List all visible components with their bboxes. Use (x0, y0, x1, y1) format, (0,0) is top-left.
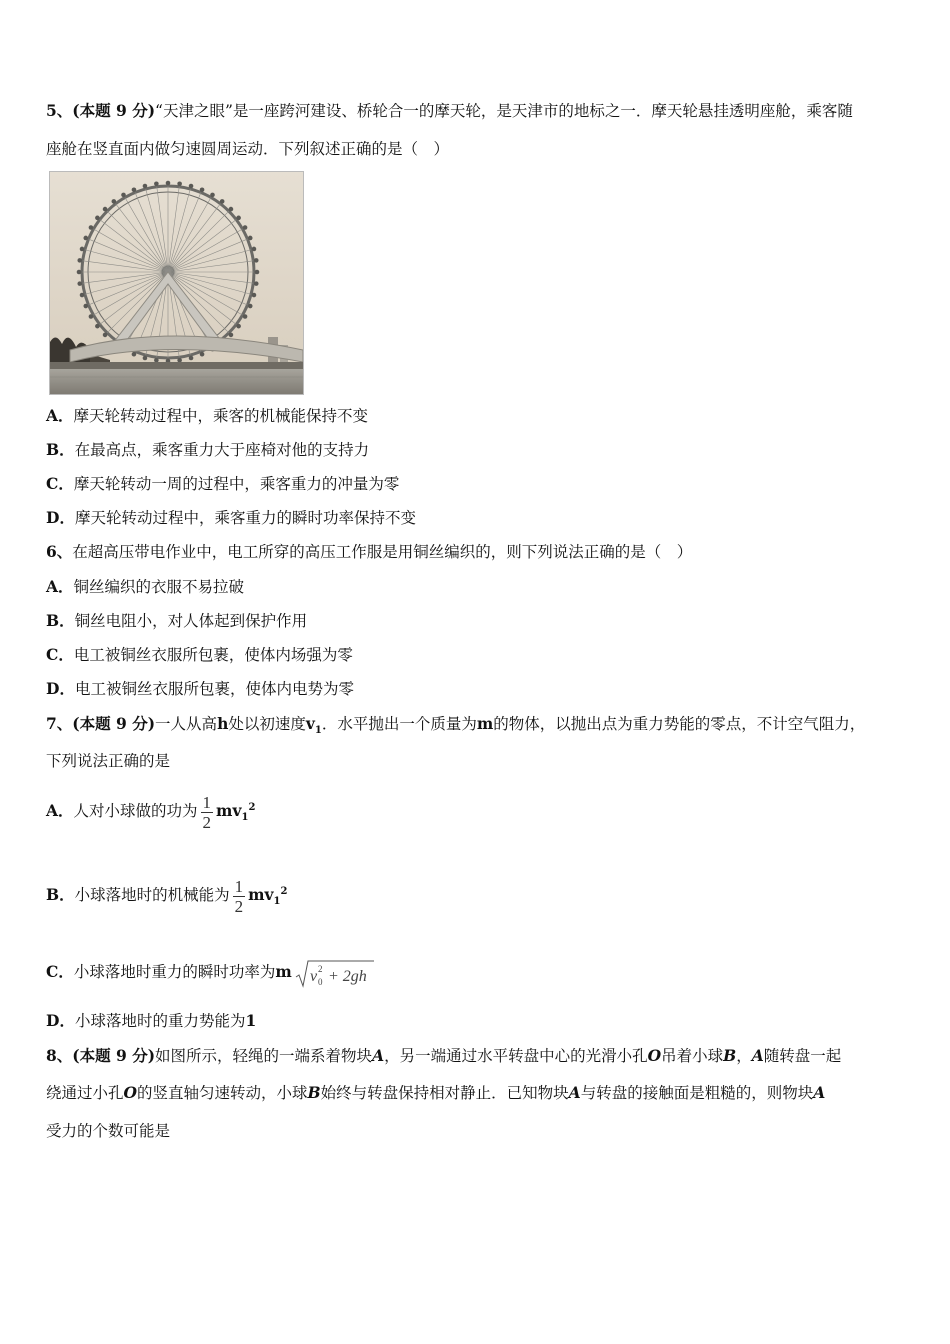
q7-stem-line2: 下列说法正确的是 (46, 752, 171, 770)
q5-option-c-text: 摩天轮转动一周的过程中，乘客重力的冲量为零 (73, 475, 400, 493)
sqrt-expression (295, 957, 375, 989)
wheel-cabin (143, 184, 148, 189)
q8-text-1d: ， (736, 1047, 752, 1065)
q5-stem-line1 (46, 100, 853, 122)
q8-text-1b: ，另一端通过水平转盘中心的光滑小孔 (384, 1047, 648, 1065)
q5-stem-line2: 座舱在竖直面内做匀速圆周运动．下列叙述正确的是（ ） (46, 140, 450, 158)
q5-option-d-label: D． (46, 508, 75, 527)
ferris-wheel-photo (49, 171, 304, 395)
wheel-cabin (189, 184, 194, 189)
q5-option-d-text: 摩天轮转动过程中，乘客重力的瞬时功率保持不变 (74, 509, 416, 527)
q6-stem (46, 541, 692, 563)
q8-text-2b: 的竖直轴匀速转动，小球 (137, 1084, 308, 1102)
q7-option-b-mv (248, 885, 288, 908)
q6-option-b (46, 610, 307, 632)
q5-option-a-label: A． (46, 406, 74, 425)
q8-score: (本题 9 分) (72, 1046, 156, 1065)
q6-stem-text: 在超高压带电作业中，电工所穿的高压工作服是用铜丝编织的，则下列说法正确的是（ ） (72, 543, 693, 561)
wheel-cabin (83, 304, 88, 309)
wheel-cabin (229, 207, 234, 212)
wheel-cabin (77, 270, 82, 275)
q8-text-1c: 吊着小球 (661, 1047, 724, 1065)
wheel-cabin (254, 281, 259, 286)
wheel-cabin (243, 314, 248, 319)
mv-sub: 1 (241, 812, 249, 824)
q5-option-a-text: 摩天轮转动过程中，乘客的机械能保持不变 (73, 407, 369, 425)
q6-number: 6、 (46, 542, 73, 561)
q7-option-a-fraction (201, 793, 214, 832)
ferris-wheel-image (50, 172, 303, 394)
q7-option-b-fraction (233, 877, 246, 916)
q8-stem-line1 (46, 1045, 841, 1067)
wheel-cabin (121, 193, 126, 198)
wheel-cabin (229, 333, 234, 338)
wheel-cabin (83, 236, 88, 241)
q7-number: 7、 (46, 714, 73, 733)
wheel-cabin (248, 304, 253, 309)
q5-option-d (46, 507, 416, 529)
q7-var-m: m (476, 714, 494, 733)
q5-option-b-label: B． (46, 440, 75, 459)
q8-var-a-2: A (751, 1046, 764, 1065)
q7-option-d-text: 小球落地时的重力势能为 (74, 1012, 246, 1030)
mv-sub: 1 (273, 896, 281, 908)
q7-var-v (305, 714, 322, 737)
wheel-cabin (89, 225, 94, 230)
q7-option-c-m: m (275, 962, 292, 981)
q7-option-d (46, 1010, 256, 1032)
q7-option-b-text: 小球落地时的机械能为 (74, 886, 230, 905)
q6-option-a-label: A． (46, 577, 74, 596)
wheel-cabin (132, 352, 137, 357)
q8-var-a-3: A (568, 1083, 581, 1102)
q7-text-c: ．水平抛出一个质量为 (321, 715, 477, 733)
mv-sup: 2 (248, 802, 256, 813)
wheel-cabin (200, 187, 205, 192)
q8-var-b-2: B (307, 1083, 321, 1102)
q7-option-a-label: A． (46, 801, 74, 821)
q7-text-a: 一人从高 (155, 715, 218, 733)
q6-option-d-text: 电工被铜丝衣服所包裹，使体内电势为零 (74, 680, 354, 698)
mv-sup: 2 (280, 886, 288, 897)
q8-text-2c: 始终与转盘保持相对静止．已知物块 (320, 1084, 569, 1102)
q8-number: 8、 (46, 1046, 73, 1065)
wheel-cabin (177, 181, 182, 186)
wheel-cabin (132, 187, 137, 192)
wheel-cabin (255, 270, 260, 275)
q6-option-b-label: B． (46, 611, 75, 630)
q7-option-c-label: C． (46, 962, 74, 981)
q7-var-v-base: v (305, 714, 315, 733)
wheel-cabin (112, 199, 117, 204)
q8-stem-line3: 受力的个数可能是 (46, 1122, 171, 1140)
wheel-cabin (154, 181, 159, 186)
q7-option-a-mv (216, 801, 256, 824)
mv-base: mv (216, 801, 242, 821)
wheel-cabin (252, 293, 257, 298)
q5-option-c (46, 473, 399, 495)
wheel-cabin (80, 247, 85, 252)
wheel-cabin (236, 216, 241, 221)
q6-option-a (46, 576, 244, 598)
q8-text-1a: 如图所示，轻绳的一端系着物块 (155, 1047, 373, 1065)
mv-base: mv (248, 885, 274, 905)
q5-option-a (46, 405, 368, 427)
wheel-cabin (252, 247, 257, 252)
q7-option-b-label: B． (46, 885, 75, 905)
wheel-cabin (177, 358, 182, 363)
wheel-cabin (254, 258, 259, 263)
q6-option-d-label: D． (46, 679, 75, 698)
wheel-cabin (103, 333, 108, 338)
wheel-cabin (243, 225, 248, 230)
q7-option-a-text: 人对小球做的功为 (73, 802, 198, 821)
q7-stem-line1 (46, 713, 865, 742)
sqrt-v-sup: 2 (317, 964, 323, 974)
q6-option-d (46, 678, 354, 700)
sqrt-rest: + 2gh (327, 968, 367, 985)
wheel-cabin (95, 216, 100, 221)
q7-text-b: 处以初速度 (228, 715, 306, 733)
wheel-cabin (80, 293, 85, 298)
q8-var-o: O (647, 1046, 662, 1065)
wheel-cabin (210, 193, 215, 198)
wheel-cabin (103, 207, 108, 212)
q8-text-2d: 与转盘的接触面是粗糙的，则物块 (580, 1084, 814, 1102)
q5-option-c-label: C． (46, 474, 74, 493)
wheel-cabin (77, 258, 82, 263)
q7-option-c (46, 956, 375, 989)
q7-score: (本题 9 分) (72, 714, 156, 733)
sqrt-sign-icon (295, 959, 375, 989)
q8-text-2a: 绕通过小孔 (46, 1084, 124, 1102)
wheel-cabin (77, 281, 82, 286)
q8-var-a-4: A (813, 1083, 826, 1102)
wheel-cabin (236, 324, 241, 329)
wheel-cabin (95, 324, 100, 329)
q7-option-d-label: D． (46, 1011, 75, 1030)
fraction-denominator: 2 (234, 896, 244, 916)
sqrt-v: v (309, 968, 317, 985)
wheel-cabin (89, 314, 94, 319)
q7-option-b (46, 872, 287, 922)
wheel-cabin (200, 352, 205, 357)
q5-option-b-text: 在最高点，乘客重力大于座椅对他的支持力 (74, 441, 370, 459)
q6-option-c-text: 电工被铜丝衣服所包裹，使体内场强为零 (73, 646, 353, 664)
q5-score: (本题 9 分) (72, 101, 156, 120)
q7-option-c-text: 小球落地时重力的瞬时功率为 (73, 963, 276, 981)
q8-text-1e: 随转盘一起 (763, 1047, 842, 1065)
q5-number: 5、 (46, 101, 73, 120)
q5-stem-text: “天津之眼”是一座跨河建设、桥轮合一的摩天轮，是天津市的地标之一．摩天轮悬挂透明座舱，乘客随 (155, 102, 853, 120)
q6-option-c-label: C． (46, 645, 74, 664)
fraction-numerator: 1 (202, 792, 212, 812)
q5-option-b (46, 439, 369, 461)
fraction-numerator: 1 (234, 876, 244, 896)
sqrt-v-sub: 0 (317, 977, 323, 987)
q8-stem-line2 (46, 1082, 825, 1104)
q7-var-h: h (217, 714, 229, 733)
q7-option-d-value: 1 (245, 1011, 257, 1030)
q6-option-b-text: 铜丝电阻小，对人体起到保护作用 (74, 612, 308, 630)
q6-option-a-text: 铜丝编织的衣服不易拉破 (73, 578, 245, 596)
q8-var-a: A (372, 1046, 385, 1065)
q6-option-c (46, 644, 353, 666)
q8-var-o-2: O (123, 1083, 138, 1102)
wheel-cabin (220, 199, 225, 204)
wheel-cabin (166, 181, 171, 186)
q7-option-a (46, 788, 255, 838)
wheel-cabin (154, 358, 159, 363)
fraction-denominator: 2 (202, 812, 212, 832)
wheel-cabin (189, 356, 194, 361)
q7-text-d: 的物体，以抛出点为重力势能的零点，不计空气阻力， (493, 715, 866, 733)
q8-var-b: B (723, 1046, 737, 1065)
q7-var-v-sub: 1 (314, 725, 322, 737)
wheel-cabin (143, 356, 148, 361)
wheel-cabin (248, 236, 253, 241)
